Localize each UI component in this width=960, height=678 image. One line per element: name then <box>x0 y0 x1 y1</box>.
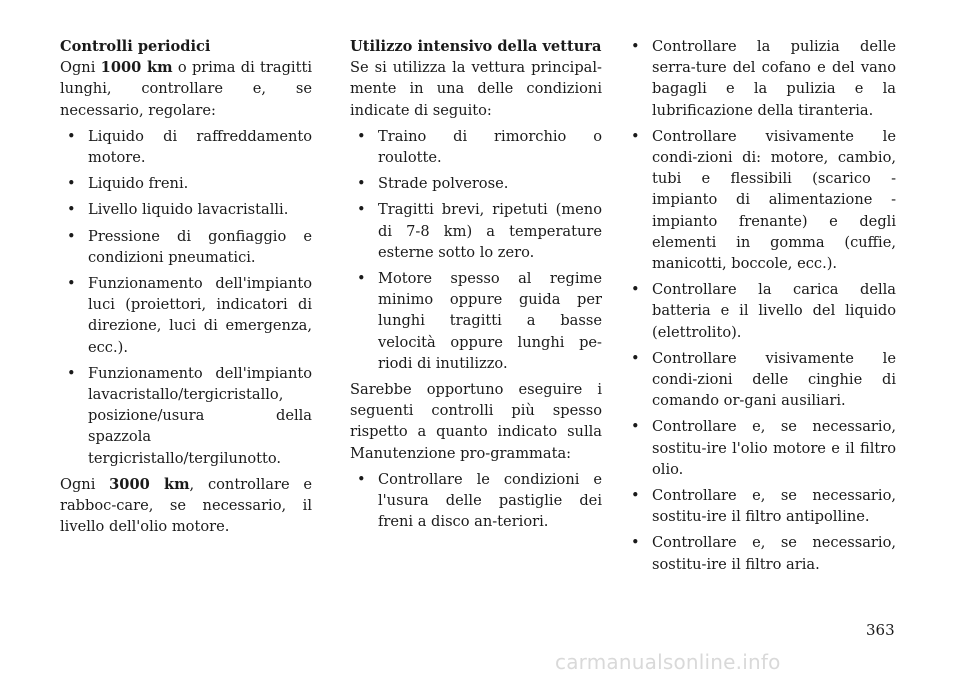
check-list <box>60 126 312 469</box>
intro-paragraph: Se si utilizza la vettura principal-mente in una delle condizioni indicate di seguito: <box>350 59 602 119</box>
section-heading-periodic-checks: Controlli periodici <box>60 38 211 55</box>
list-item: • Controllare visivamente le condi-zioni di: motore, cambio, tubi e flessibili (scarico - impianto di alimentazione - impianto frenante) e degli elementi in gomma (cuffie, manicotti, boccole, ecc.). <box>624 126 896 274</box>
outro-paragraph <box>60 474 312 538</box>
outro-km: 3000 km <box>109 475 190 493</box>
list-item: • Liquido freni. <box>60 173 312 194</box>
list-item: • Livello liquido lavacristalli. <box>60 199 312 220</box>
list-item: • Controllare e, se necessario, sostitu-ire il filtro antipolline. <box>624 485 896 527</box>
section-heading-intensive-use: Utilizzo intensivo della vettura <box>350 38 602 55</box>
outro-text-rest: , controllare e rabboc-care, se necessario, il livello dell'olio motore. <box>60 475 312 536</box>
list-item: • Controllare la carica della batteria e il livello del liquido (elettrolito). <box>624 279 896 343</box>
page-number: 363 <box>866 621 895 639</box>
column-2 <box>350 36 602 537</box>
middle-paragraph: Sarebbe opportuno eseguire i seguenti controlli più spesso rispetto a quanto indicato sulla Manutenzione pro-grammata: <box>350 381 602 462</box>
list-item: • Pressione di gonfiaggio e condizioni pneumatici. <box>60 226 312 268</box>
column-1 <box>60 36 312 542</box>
list-item: • Controllare le condizioni e l'usura delle pastiglie dei freni a disco an-teriori. <box>350 469 602 533</box>
list-item: • Controllare la pulizia delle serra-ture del cofano e del vano bagagli e la pulizia e la lubrificazione della tiranteria. <box>624 36 896 121</box>
list-item: • Controllare e, se necessario, sostitu-ire il filtro aria. <box>624 532 896 574</box>
list-item: • Liquido di raffreddamento motore. <box>60 126 312 168</box>
list-item: • Funzionamento dell'impianto lavacristallo/tergicristallo, posizione/usura della spazzola tergicristallo/tergilunotto. <box>60 363 312 469</box>
check-list <box>350 469 602 533</box>
list-item: • Traino di rimorchio o roulotte. <box>350 126 602 168</box>
check-list <box>624 36 896 575</box>
column-3 <box>624 36 896 580</box>
intro-km: 1000 km <box>100 59 173 77</box>
list-item: • Tragitti brevi, ripetuti (meno di 7-8 km) a temperature esterne sotto lo zero. <box>350 199 602 263</box>
list-item: • Funzionamento dell'impianto luci (proiettori, indicatori di direzione, luci di emergenza, ecc.). <box>60 273 312 358</box>
watermark: carmanualsonline.info <box>555 650 781 674</box>
list-item: • Controllare visivamente le condi-zioni delle cinghie di comando or-gani ausiliari. <box>624 348 896 412</box>
outro-text: Ogni <box>60 475 110 493</box>
list-item: • Strade polverose. <box>350 173 602 194</box>
intro-text: Ogni <box>60 59 101 77</box>
list-item: • Motore spesso al regime minimo oppure guida per lunghi tragitti a basse velocità oppure lunghi pe-riodi di inutilizzo. <box>350 268 602 374</box>
list-item: • Controllare e, se necessario, sostitu-ire l'olio motore e il filtro olio. <box>624 416 896 480</box>
condition-list <box>350 126 602 374</box>
intro-text-rest: o prima di tragitti lunghi, controllare e, se necessario, regolare: <box>60 59 312 119</box>
intro-paragraph <box>60 57 312 121</box>
